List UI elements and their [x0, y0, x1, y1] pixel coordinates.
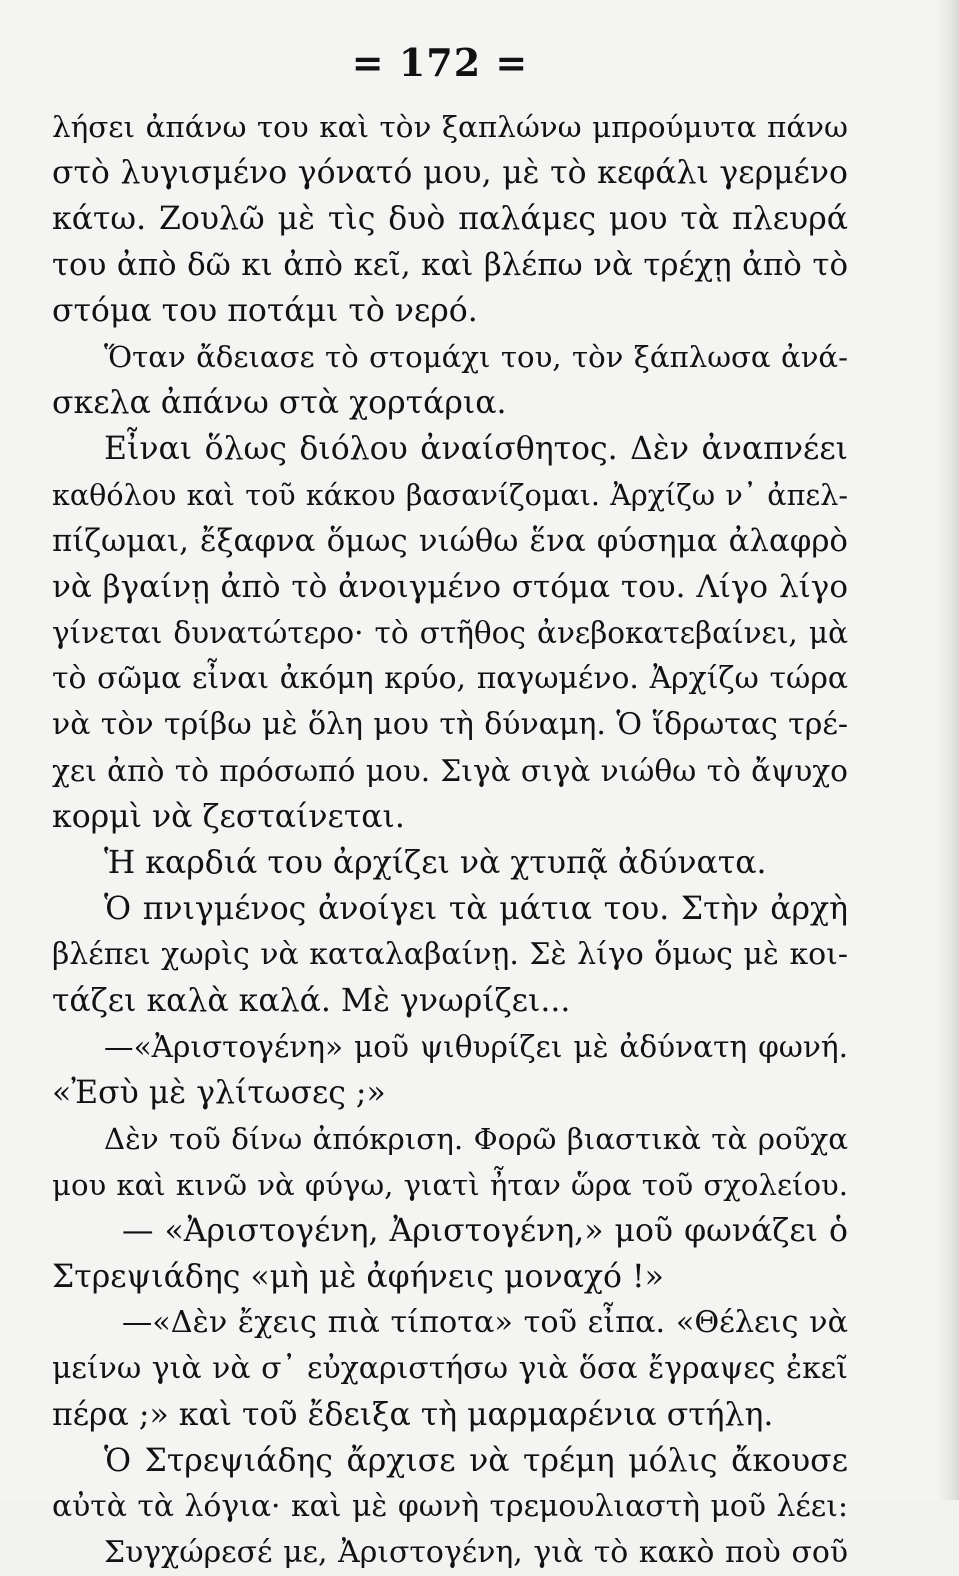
- text-line: — «Ἀριστογένη, Ἀριστογένη,» μοῦ φωνάζει ὁ: [122, 1213, 848, 1249]
- body-text: [52, 104, 848, 1576]
- text-line: νὰ τὸν τρίβω μὲ ὅλη μου τὴ δύναμη. Ὁ ἵδρωτας τρέ-: [52, 707, 848, 742]
- text-line: στὸ λυγισμένο γόνατό μου, μὲ τὸ κεφάλι γερμένο: [52, 155, 848, 191]
- text-line: «Ἐσὺ μὲ γλίτωσες ;»: [52, 1075, 386, 1111]
- page-edge-shadow: [937, 0, 959, 1500]
- text-line: Ὅταν ἄδειασε τὸ στομάχι του, τὸν ξάπλωσα ἀνά-: [104, 340, 848, 374]
- text-line: Ὁ Στρεψιάδης ἄρχισε νὰ τρέμη μόλις ἄκουσε: [104, 1443, 848, 1479]
- text-line: μείνω γιὰ νὰ σ᾽ εὐχαριστήσω γιὰ ὅσα ἔγραψες ἐκεῖ: [52, 1351, 848, 1386]
- text-line: κάτω. Ζουλῶ μὲ τὶς δυὸ παλάμες μου τὰ πλευρά: [52, 201, 848, 237]
- text-line: Ἡ καρδιά του ἀρχίζει νὰ χτυπᾷ ἀδύνατα.: [104, 845, 767, 881]
- text-line: —«Ἀριστογένη» μοῦ ψιθυρίζει μὲ ἀδύνατη φωνή.: [104, 1030, 848, 1064]
- text-line: πίζωμαι, ἔξαφνα ὅμως νιώθω ἕνα φύσημα ἀλαφρὸ: [52, 523, 848, 559]
- text-line: Συγχώρεσέ με, Ἀριστογένη, γιὰ τὸ κακὸ ποὺ σοῦ: [104, 1535, 848, 1570]
- text-line: —«Δὲν ἔχεις πιὰ τίποτα» τοῦ εἶπα. «Θέλεις νὰ: [122, 1305, 848, 1340]
- text-line: κορμὶ νὰ ζεσταίνεται.: [52, 799, 405, 835]
- text-line: νὰ βγαίνῃ ἀπὸ τὸ ἀνοιγμένο στόμα του. Λίγο λίγο: [52, 569, 848, 605]
- text-line: λήσει ἀπάνω του καὶ τὸν ξαπλώνω μπρούμυτα πάνω: [52, 110, 848, 144]
- text-line: Εἶναι ὅλως διόλου ἀναίσθητος. Δὲν ἀναπνέει: [104, 431, 848, 467]
- text-line: τὸ σῶμα εἶναι ἀκόμη κρύο, παγωμένο. Ἀρχίζω τώρα: [52, 661, 848, 696]
- page-number-header: = 172 =: [351, 40, 529, 85]
- text-line: χει ἀπὸ τὸ πρόσωπό μου. Σιγὰ σιγὰ νιώθω τὸ ἄψυχο: [52, 754, 848, 788]
- text-line: σκελα ἀπάνω στὰ χορτάρια.: [52, 385, 507, 421]
- text-line: βλέπει χωρὶς νὰ καταλαβαίνῃ. Σὲ λίγο ὅμως μὲ κοι-: [52, 937, 848, 972]
- text-line: στόμα του ποτάμι τὸ νερό.: [52, 293, 478, 329]
- text-line: Στρεψιάδης «μὴ μὲ ἀφήνεις μοναχό !»: [52, 1259, 664, 1295]
- text-line: του ἀπὸ δῶ κι ἀπὸ κεῖ, καὶ βλέπω νὰ τρέχῃ ἀπὸ τὸ: [52, 247, 848, 283]
- text-line: τάζει καλὰ καλά. Μὲ γνωρίζει...: [52, 983, 571, 1019]
- text-line: Ὁ πνιγμένος ἀνοίγει τὰ μάτια του. Στὴν ἀρχὴ: [104, 891, 848, 927]
- text-line: Δὲν τοῦ δίνω ἀπόκριση. Φορῶ βιαστικὰ τὰ ροῦχα: [104, 1122, 848, 1156]
- text-line: πέρα ;» καὶ τοῦ ἔδειξα τὴ μαρμαρένια στήλη.: [52, 1397, 774, 1433]
- text-line: αὐτὰ τὰ λόγια· καὶ μὲ φωνὴ τρεμουλιαστὴ μοῦ λέει:: [52, 1489, 848, 1524]
- text-line: καθόλου καὶ τοῦ κάκου βασανίζομαι. Ἀρχίζω ν᾽ ἀπελ-: [52, 478, 848, 512]
- text-line: γίνεται δυνατώτερο· τὸ στῆθος ἀνεβοκατεβαίνει, μὰ: [52, 616, 848, 650]
- text-line: μου καὶ κινῶ νὰ φύγω, γιατὶ ἦταν ὥρα τοῦ σχολείου.: [52, 1168, 848, 1202]
